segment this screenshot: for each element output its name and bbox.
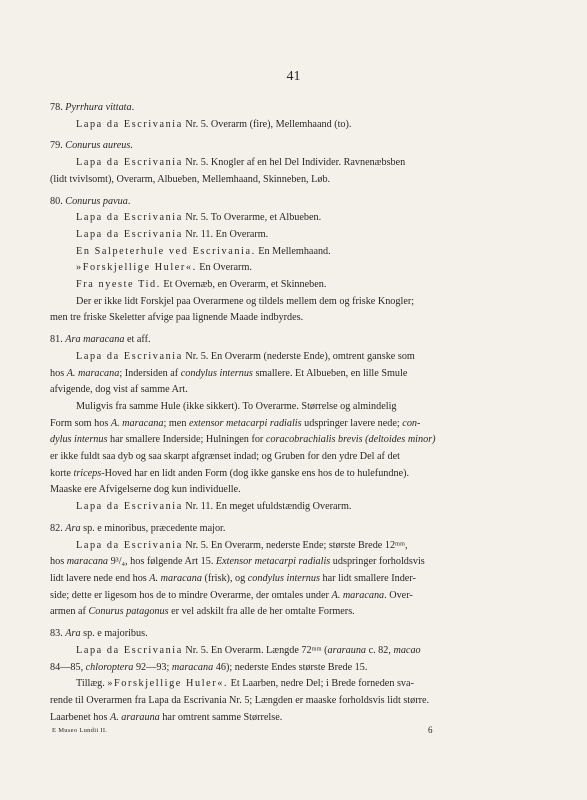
italic-term: Ara — [65, 522, 81, 534]
text-line — [50, 349, 550, 366]
text-span: ; Indersiden af — [119, 367, 181, 379]
spaced-locality: Lapa da Escrivania — [76, 350, 183, 362]
spaced-locality: Lapa da Escrivania — [76, 157, 183, 169]
text-span: Maaske ere Afvigelserne dog kun individuelle. — [50, 484, 241, 496]
text-span: Et Overnæb, en Overarm, et Skinneben. — [160, 279, 327, 291]
text-span: Nr. 5. En Overarm, nederste Ende; største Brede 12ᵐᵐ, — [182, 539, 408, 551]
text-line — [50, 399, 550, 416]
text-span: sp. e majoribus. — [80, 628, 148, 640]
text-span: armen af — [50, 606, 89, 618]
text-span: er vel adskilt fra alle de her omtalte Formers. — [168, 606, 355, 618]
text-line — [50, 416, 550, 433]
italic-term: chloroptera — [85, 661, 134, 673]
text-line — [50, 676, 550, 693]
text-line — [50, 155, 550, 172]
italic-term: Ara — [65, 628, 81, 640]
text-span: Nr. 5. To Overarme, et Albueben. — [182, 212, 322, 224]
entry-heading-line — [50, 138, 550, 155]
text-line — [50, 294, 550, 311]
text-line — [50, 210, 550, 227]
text-span: har omtrent samme Størrelse. — [159, 711, 283, 723]
italic-term: Conurus aureus — [65, 140, 131, 152]
spaced-locality: Lapa da Escrivania — [76, 539, 183, 551]
text-span: Et Laarben, nedre Del; i Brede forneden sva- — [228, 678, 414, 690]
text-span: Muligvis fra samme Hule (ikke sikkert). To Overarme. Størrelse og almindelig — [76, 400, 397, 412]
spaced-locality: Lapa da Escrivania — [76, 228, 183, 240]
text-span: -Hoved har en lidt anden Form (dog ikke ganske ens hos de to hulefundne). — [101, 467, 410, 479]
italic-term: A. maracana — [66, 367, 120, 379]
spaced-locality: Lapa da Escrivania — [76, 118, 183, 130]
italic-term: con- — [402, 417, 421, 429]
text-span: lidt lavere nede end hos — [50, 572, 150, 584]
signature-mark: 6 — [428, 725, 433, 735]
text-span: udspringer forholdsvis — [330, 556, 425, 568]
italic-term: condylus internus — [247, 572, 320, 584]
text-span: men tre friske Skeletter afvige paa lignende Maade indbyrdes. — [50, 312, 304, 324]
text-span: . — [130, 140, 133, 152]
text-span: Tillæg. — [76, 678, 108, 690]
entry-heading-line — [50, 194, 550, 211]
text-line — [50, 710, 550, 727]
italic-term: Extensor metacarpi radialis — [215, 556, 331, 568]
text-line — [50, 227, 550, 244]
italic-term: A. maracana — [331, 589, 385, 601]
text-span: 92—93; — [133, 661, 172, 673]
italic-term: A. maracana — [110, 417, 164, 429]
text-span: . — [127, 195, 131, 207]
text-span: . Over- — [384, 589, 413, 601]
italic-term: condylus internus — [180, 367, 253, 379]
text-span: Nr. 5. En Overarm. Længde 72ᵐᵐ ( — [182, 644, 328, 656]
page-body — [50, 100, 550, 726]
text-span: Nr. 11. En meget ufuldstændig Overarm. — [182, 501, 352, 513]
italic-term: Pyrrhura vittata — [65, 102, 132, 113]
text-line — [50, 693, 550, 710]
text-line — [50, 432, 550, 449]
text-line — [50, 244, 550, 261]
italic-term: maracana — [171, 661, 214, 673]
text-span: Form som hos — [50, 417, 111, 429]
text-span: 9³/₄, hos følgende Art 15. — [108, 556, 216, 568]
text-span: udspringer lavere nede; — [301, 417, 403, 429]
spaced-locality: »Forskjellige Huler«. — [76, 262, 197, 274]
italic-term: A. ararauna — [109, 711, 160, 723]
italic-term: Conurus pavua — [65, 195, 128, 207]
text-span: Laarbenet hos — [50, 711, 110, 723]
text-span: Nr. 5. Overarm (fire), Mellemhaand (to). — [182, 118, 352, 130]
text-line — [50, 366, 550, 383]
text-line — [50, 660, 550, 677]
text-span: hos — [50, 367, 67, 379]
spaced-locality: Fra nyeste Tid. — [76, 279, 161, 291]
text-span: 78. — [50, 102, 66, 113]
entry-heading-line — [50, 521, 550, 538]
text-line — [50, 172, 550, 189]
entry-heading-line — [50, 332, 550, 349]
text-span: sp. e minoribus, præcedente major. — [80, 522, 226, 534]
text-line — [50, 117, 550, 134]
text-line — [50, 482, 550, 499]
text-span: et aff. — [124, 334, 151, 346]
entry-heading-line — [50, 626, 550, 643]
text-span: Nr. 11. En Overarm. — [182, 228, 269, 240]
text-line — [50, 449, 550, 466]
text-line — [50, 499, 550, 516]
text-span: korte — [50, 467, 74, 479]
italic-term: Conurus patagonus — [88, 606, 169, 618]
text-span: 83. — [50, 628, 66, 640]
text-span: ; men — [163, 417, 189, 429]
text-span: Nr. 5. En Overarm (nederste Ende), omtrent ganske som — [182, 350, 415, 362]
text-line — [50, 260, 550, 277]
text-span: c. 82, — [366, 644, 394, 656]
italic-term: coracobrachialis brevis (deltoides minor) — [265, 434, 436, 446]
text-span: 79. — [50, 140, 66, 152]
text-span: har lidt smallere Inder- — [319, 572, 416, 584]
spaced-locality: Lapa da Escrivania — [76, 501, 183, 513]
text-line — [50, 310, 550, 327]
text-span: 82. — [50, 522, 66, 534]
text-line — [50, 554, 550, 571]
text-span: En Overarm. — [196, 262, 252, 274]
text-line — [50, 604, 550, 621]
text-span: 81. — [50, 334, 66, 346]
text-span: (lidt tvivlsomt), Overarm, Albueben, Mellemhaand, Skinneben, Løb. — [50, 173, 331, 185]
text-span: er ikke fuldt saa dyb og saa skarpt afgrænset indad; og Gruben for den ydre Del af det — [50, 451, 400, 463]
spaced-locality: Lapa da Escrivania — [76, 212, 183, 224]
text-span: (frisk), og — [201, 572, 248, 584]
text-span: afvigende, dog vist af samme Art. — [50, 384, 188, 396]
italic-term: maracana — [66, 556, 109, 568]
text-span: smallere. Et Albueben, en lille Smule — [252, 367, 408, 379]
spaced-locality: »Forskjellige Huler«. — [107, 678, 229, 690]
italic-term: macao — [393, 644, 421, 656]
text-span: . — [131, 102, 135, 113]
page-number: 41 — [286, 69, 301, 84]
text-line — [50, 571, 550, 588]
text-span: Nr. 5. Knogler af en hel Del Individer. Ravnenæbsben — [182, 157, 406, 169]
text-span: side; dette er ligesom hos de to mindre Overarme, der omtales under — [50, 589, 332, 601]
text-line — [50, 588, 550, 605]
text-line — [50, 538, 550, 555]
text-span: 46); nederste Endes største Brede 15. — [213, 661, 368, 673]
italic-term: ararauna — [327, 644, 367, 656]
text-span: har smallere Inderside; Hulningen for — [107, 434, 266, 446]
text-span: 84—85, — [50, 661, 86, 673]
italic-term: Ara maracana — [65, 334, 125, 346]
spaced-locality: Lapa da Escrivania — [76, 644, 183, 656]
italic-term: extensor metacarpi radialis — [188, 417, 302, 429]
entry-heading-line — [50, 100, 550, 117]
text-line — [50, 382, 550, 399]
footer-imprint: E Museo Lundii II. — [52, 727, 108, 734]
text-line — [50, 277, 550, 294]
text-span: rende til Overarmen fra Lapa da Escrivania Nr. 5; Længden er maaske forholdsvis lidt større. — [50, 694, 430, 706]
spaced-locality: En Salpeterhule ved Escrivania. — [76, 245, 256, 257]
text-span: En Mellemhaand. — [255, 245, 331, 257]
italic-term: A. maracana — [149, 572, 202, 584]
italic-term: triceps — [73, 467, 102, 479]
text-line — [50, 643, 550, 660]
italic-term: dylus internus — [50, 434, 108, 446]
text-span: hos — [50, 556, 67, 568]
text-line — [50, 466, 550, 483]
text-span: Der er ikke lidt Forskjel paa Overarmene og tildels mellem dem og friske Knogler; — [76, 295, 415, 307]
text-span: 80. — [50, 195, 66, 207]
